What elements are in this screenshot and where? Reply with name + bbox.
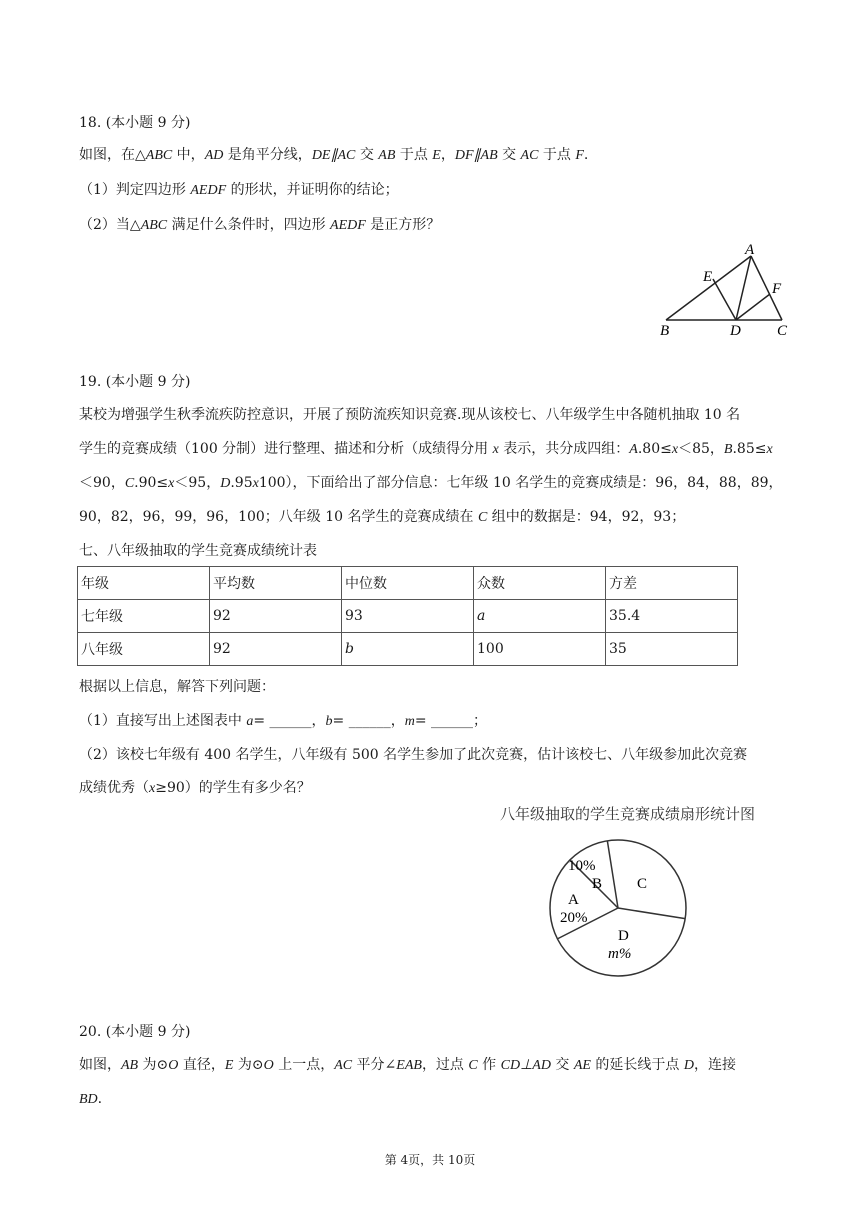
- table-row: [78, 600, 738, 633]
- q20-line1: 如图，AB 为⊙O 直径，E 为⊙O 上一点，AC 平分∠EAB，过点 C 作 CD⊥AD 交 AE 的延长线于点 D，连接: [79, 1057, 736, 1073]
- q20-header: 20. (本小题 9 分): [79, 1024, 191, 1040]
- table-cell: 35.4: [606, 600, 738, 633]
- table-row: [78, 633, 738, 666]
- table-header-cell: 平均数: [210, 567, 342, 600]
- label-A: A: [745, 242, 755, 258]
- table-cell: 八年级: [78, 633, 210, 666]
- q19-part2-line1: （2）该校七年级有 400 名学生，八年级有 500 名学生参加了此次竞赛，估计该校七、八年级参加此次竞赛: [79, 747, 748, 763]
- table-header-cell: 年级: [78, 567, 210, 600]
- table-title: 七、八年级抽取的学生竞赛成绩统计表: [79, 543, 317, 559]
- table-header-cell: 众数: [474, 567, 606, 600]
- q19-line4: 90，82，96，99，96，100；八年级 10 名学生的竞赛成绩在 C 组中的数据是：94，92，93；: [79, 509, 686, 525]
- q19-part2-line2: 成绩优秀（x≥90）的学生有多少名？: [79, 780, 311, 796]
- label-B: B: [660, 323, 670, 339]
- q18-part1: （1）判定四边形 AEDF 的形状，并证明你的结论；: [79, 182, 399, 198]
- pie-label-a: A: [568, 892, 579, 908]
- q20-line2: BD.: [79, 1091, 103, 1107]
- pie-chart-title: 八年级抽取的学生竞赛成绩扇形统计图: [500, 805, 756, 823]
- table-cell: 93: [342, 600, 474, 633]
- label-F: F: [772, 281, 782, 297]
- page-footer: 第 4页，共 10页: [384, 1153, 476, 1167]
- pie-label-d: D: [618, 928, 629, 944]
- table-cell: 100: [474, 633, 606, 666]
- q19-intro: 根据以上信息，解答下列问题：: [79, 679, 275, 695]
- pie-chart: [540, 830, 700, 990]
- q19-line1: 某校为增强学生秋季流疾防控意识，开展了预防流疾知识竞赛.现从该校七、八年级学生中各随机抽取 10 名: [79, 407, 741, 423]
- table-header-cell: 中位数: [342, 567, 474, 600]
- q19-part1: （1）直接写出上述图表中 a= ______，b= ______，m= ______；: [79, 713, 488, 729]
- table-cell: 35: [606, 633, 738, 666]
- table-cell: 92: [210, 633, 342, 666]
- stats-table: [77, 566, 738, 666]
- q19-line3: ＜90，C.90≤x＜95，D.95x100），下面给出了部分信息：七年级 10 名学生的竞赛成绩是：96，84，88，89，: [79, 475, 783, 491]
- label-C: C: [777, 323, 788, 339]
- label-D: D: [730, 323, 741, 339]
- table-cell: a: [474, 600, 606, 633]
- pie-label-a-pct: 20%: [560, 910, 588, 926]
- table-cell: 92: [210, 600, 342, 633]
- table-header-row: [78, 567, 738, 600]
- q18-stem: 如图，在△ABC 中，AD 是角平分线，DE∥AC 交 AB 于点 E，DF∥AB 交 AC 于点 F.: [79, 147, 589, 163]
- pie-label-d-pct: m%: [608, 946, 632, 962]
- table-header-cell: 方差: [606, 567, 738, 600]
- table-cell: b: [342, 633, 474, 666]
- q18-header: 18. (本小题 9 分): [79, 115, 191, 131]
- pie-label-b-pct: 10%: [568, 858, 596, 874]
- pie-label-b: B: [592, 876, 603, 892]
- label-E: E: [703, 269, 713, 285]
- table-cell: 七年级: [78, 600, 210, 633]
- q19-header: 19. (本小题 9 分): [79, 374, 191, 390]
- pie-label-c: C: [637, 876, 648, 892]
- triangle-figure: [650, 238, 800, 340]
- pie-slice-boundary-d: [618, 908, 685, 919]
- q18-part2: （2）当△ABC 满足什么条件时，四边形 AEDF 是正方形？: [79, 217, 441, 233]
- q19-line2: 学生的竞赛成绩（100 分制）进行整理、描述和分析（成绩得分用 x 表示，共分成四组：A.80≤x＜85，B.85≤x: [79, 441, 773, 457]
